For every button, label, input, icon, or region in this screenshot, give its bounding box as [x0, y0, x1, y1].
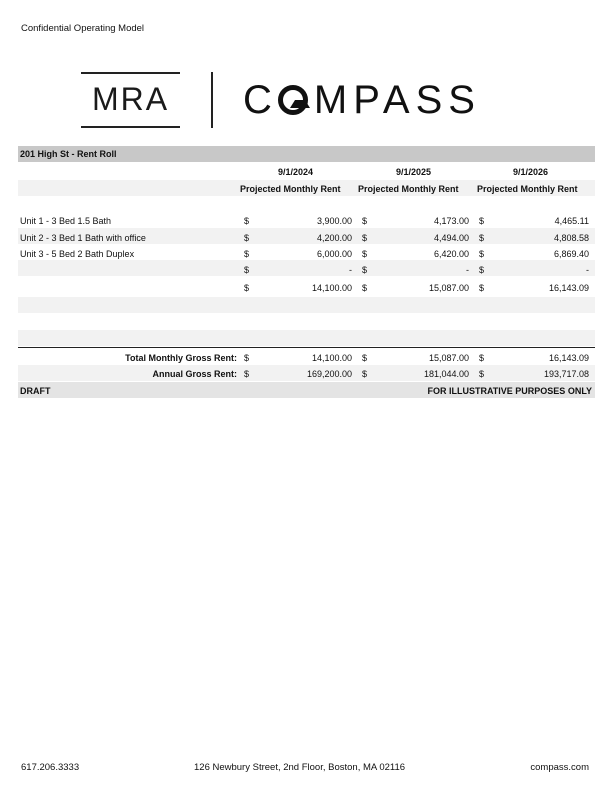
rent-2026: 4,808.58	[553, 233, 589, 243]
table-row	[18, 228, 595, 244]
unit-name: Unit 1 - 3 Bed 1.5 Bath	[20, 216, 112, 226]
total-monthly-row	[18, 349, 595, 365]
currency-symbol: $	[362, 233, 368, 243]
annual-label: Annual Gross Rent:	[152, 369, 237, 379]
rent-2026: 6,869.40	[553, 249, 589, 259]
rent-2024: 4,200.00	[316, 233, 352, 243]
currency-symbol: $	[479, 216, 485, 226]
currency-symbol: $	[362, 353, 368, 363]
rent-2025: -	[466, 265, 469, 275]
currency-symbol: $	[362, 283, 368, 293]
currency-symbol: $	[479, 265, 485, 275]
currency-symbol: $	[362, 249, 368, 259]
draft-bar	[18, 382, 595, 398]
col-header-2: Projected Monthly Rent	[358, 184, 459, 194]
mra-logo: MRA	[91, 81, 170, 117]
annual-2024: 169,200.00	[306, 369, 352, 379]
rent-2026: -	[586, 265, 589, 275]
currency-symbol: $	[244, 283, 250, 293]
footer-address: 126 Newbury Street, 2nd Floor, Boston, MA 02116	[194, 762, 406, 773]
spacer-row	[18, 297, 595, 313]
rent-2025: 4,494.00	[433, 233, 469, 243]
currency-symbol: $	[479, 233, 485, 243]
table-title: 201 High St - Rent Roll	[20, 149, 117, 159]
unit-name: Unit 3 - 5 Bed 2 Bath Duplex	[20, 249, 135, 259]
rent-2024: 3,900.00	[316, 216, 352, 226]
col-header-1: Projected Monthly Rent	[240, 184, 341, 194]
currency-symbol: $	[244, 233, 250, 243]
brand-logos	[81, 72, 491, 130]
date-col-2: 9/1/2025	[396, 167, 432, 177]
currency-symbol: $	[362, 216, 368, 226]
annual-row	[18, 365, 595, 381]
subtotal-2026: 16,143.09	[548, 283, 589, 293]
total-monthly-2024: 14,100.00	[311, 353, 352, 363]
unit-name: Unit 2 - 3 Bed 1 Bath with office	[20, 233, 146, 243]
mra-rule-bottom	[81, 126, 180, 128]
rent-2024: -	[349, 265, 352, 275]
subtotal-2024: 14,100.00	[311, 283, 352, 293]
date-col-3: 9/1/2026	[513, 167, 549, 177]
currency-symbol: $	[244, 369, 250, 379]
currency-symbol: $	[479, 369, 485, 379]
table-row	[18, 260, 595, 276]
total-rule	[18, 347, 595, 348]
date-row	[18, 163, 595, 179]
draft-label: DRAFT	[20, 386, 51, 396]
compass-logo: C MPASS	[243, 78, 481, 122]
logo-divider	[211, 72, 213, 128]
mra-rule-top	[81, 72, 180, 74]
currency-symbol: $	[362, 369, 368, 379]
total-monthly-label: Total Monthly Gross Rent:	[125, 353, 237, 363]
rent-2026: 4,465.11	[554, 216, 589, 226]
currency-symbol: $	[244, 249, 250, 259]
subtotal-2025: 15,087.00	[428, 283, 469, 293]
currency-symbol: $	[479, 353, 485, 363]
footer-website: compass.com	[530, 762, 589, 773]
spacer-row	[18, 330, 595, 346]
col-header-3: Projected Monthly Rent	[477, 184, 578, 194]
date-col-1: 9/1/2024	[278, 167, 314, 177]
rent-2025: 4,173.00	[433, 216, 469, 226]
currency-symbol: $	[244, 353, 250, 363]
footer-phone: 617.206.3333	[21, 762, 80, 773]
column-header-row	[18, 180, 595, 196]
currency-symbol: $	[479, 249, 485, 259]
currency-symbol: $	[244, 265, 250, 275]
table-row	[18, 212, 595, 228]
rent-2024: 6,000.00	[316, 249, 352, 259]
annual-2026: 193,717.08	[543, 369, 589, 379]
compass-o-icon	[278, 85, 308, 115]
annual-2025: 181,044.00	[423, 369, 469, 379]
currency-symbol: $	[362, 265, 368, 275]
illustrative-label: FOR ILLUSTRATIVE PURPOSES ONLY	[427, 386, 592, 396]
total-monthly-2026: 16,143.09	[548, 353, 589, 363]
rent-2025: 6,420.00	[433, 249, 469, 259]
total-monthly-2025: 15,087.00	[428, 353, 469, 363]
table-row	[18, 244, 595, 260]
currency-symbol: $	[244, 216, 250, 226]
subtotal-row	[18, 276, 595, 294]
table-title-bar	[18, 146, 595, 162]
currency-symbol: $	[479, 283, 485, 293]
confidential-label: Confidential Operating Model	[21, 23, 145, 34]
